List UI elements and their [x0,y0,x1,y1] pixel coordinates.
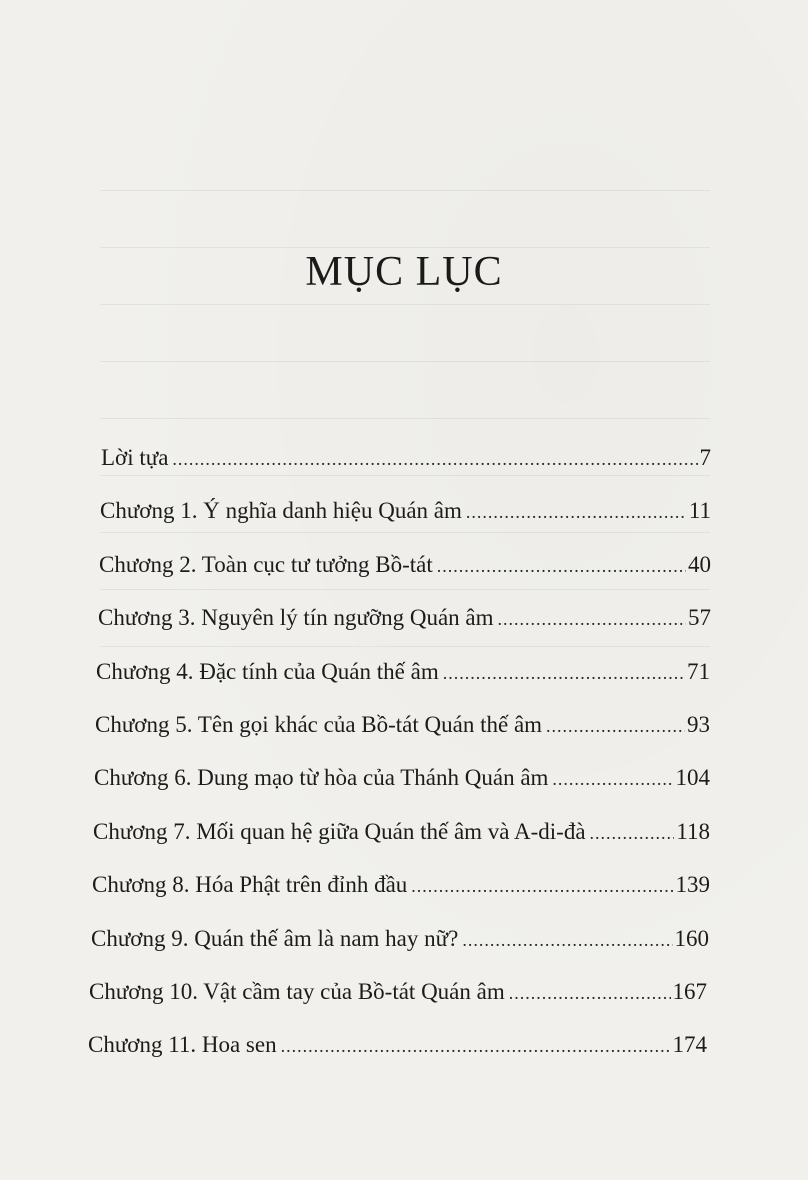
toc-entry-page: 40 [688,551,711,577]
toc-entry-label: Chương 11. Hoa sen [88,1032,277,1058]
toc-entry [88,1031,707,1084]
toc-entry-page: 93 [687,711,710,737]
toc-entry-label: Chương 1. Ý nghĩa danh hiệu Quán âm [100,498,462,524]
toc-entry [93,818,710,871]
dot-leader [546,712,685,740]
dot-leader [437,552,686,580]
toc-entry-label: Chương 9. Quán thế âm là nam hay nữ? [91,925,459,951]
table-of-contents [0,444,808,1085]
toc-entry [100,497,711,550]
toc-entry-label: Chương 5. Tên gọi khác của Bồ-tát Quán thế âm [95,711,543,737]
toc-entry [94,764,710,817]
toc-entry-page: 167 [672,978,707,1004]
toc-entry [96,658,710,711]
dot-leader [443,659,685,687]
toc-entry-page: 160 [674,925,709,951]
dot-leader [498,605,686,633]
toc-entry [91,925,709,978]
dot-leader [411,872,673,900]
toc-entry-label: Chương 8. Hóa Phật trên đỉnh đầu [92,872,408,898]
dot-leader [590,819,675,847]
toc-entry-label: Chương 2. Toàn cục tư tưởng Bồ-tát [99,551,433,577]
dot-leader [509,979,671,1007]
toc-entry [98,604,711,657]
toc-entry-label: Chương 6. Dung mạo từ hòa của Thánh Quán âm [94,765,549,791]
toc-entry-page: 11 [688,498,711,524]
toc-entry-page: 71 [687,658,710,684]
dot-leader [552,765,673,793]
toc-entry-label: Chương 7. Mối quan hệ giữa Quán thế âm và A-di-đà [93,818,586,844]
toc-entry [92,871,710,924]
toc-entry [95,711,710,764]
toc-entry-label: Chương 3. Nguyên lý tín ngưỡng Quán âm [98,605,494,631]
toc-entry-page: 174 [672,1032,707,1058]
dot-leader [172,445,697,473]
toc-entry-label: Chương 4. Đặc tính của Quán thế âm [96,658,439,684]
toc-entry [89,978,707,1031]
dot-leader [462,926,672,954]
toc-entry [101,444,711,497]
toc-entry-page: 139 [675,872,710,898]
page-title: MỤC LỤC [305,249,503,295]
toc-entry-label: Lời tựa [101,445,169,470]
toc-entry [99,551,711,604]
dot-leader [466,498,687,526]
toc-entry-page: 7 [699,445,711,470]
toc-entry-label: Chương 10. Vật cầm tay của Bồ-tát Quán âm [89,978,505,1004]
dot-leader [281,1032,671,1060]
toc-entry-page: 57 [688,605,711,631]
toc-entry-page: 104 [675,765,710,791]
toc-entry-page: 118 [676,818,710,844]
